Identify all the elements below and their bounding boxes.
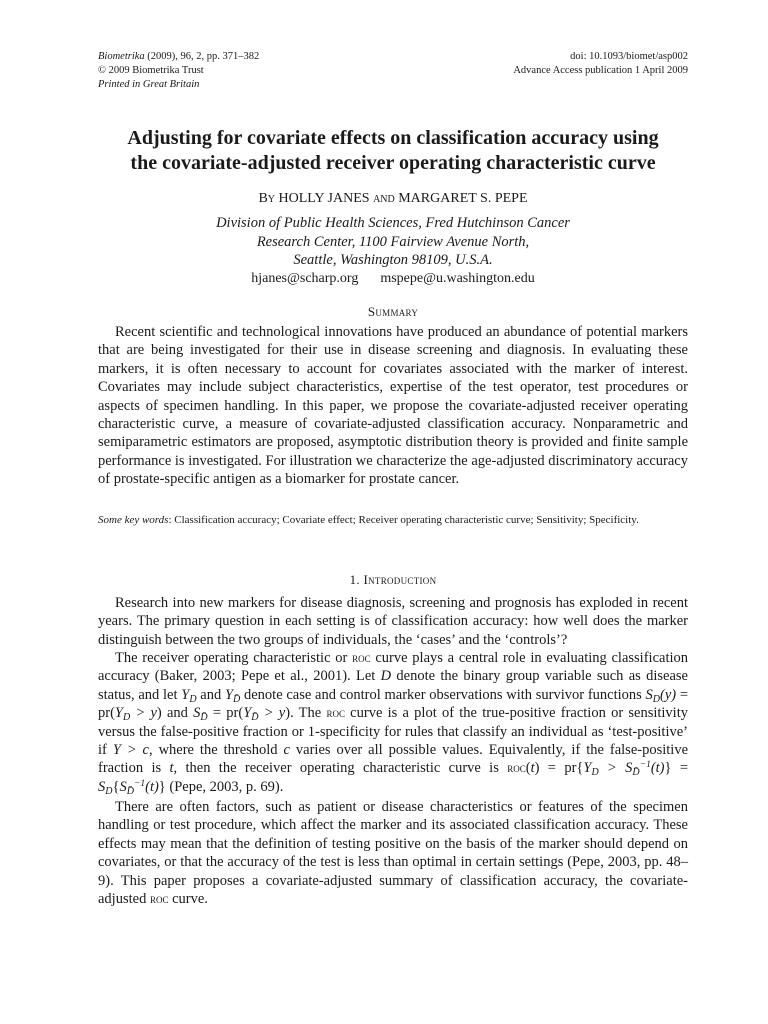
math-D: D bbox=[380, 668, 392, 685]
roc-abbrev-2: roc bbox=[326, 706, 345, 721]
key-words-text: : Classification accuracy; Covariate effect; Receiver operating characteristic curve; Sensitivity; Specificity. bbox=[168, 514, 639, 526]
email-2[interactable]: mspepe@u.washington.edu bbox=[380, 271, 535, 286]
by-word: By bbox=[258, 191, 276, 206]
math-roc-formula: $roc(t) = pr\{Y_D > S_{D̄}^{-1}(t)\} = S_D\{S_{D̄}^{-1}(t)\}$ bbox=[98, 760, 689, 797]
math-threshold-rule: Y > c bbox=[112, 742, 149, 759]
and-word: and bbox=[373, 191, 395, 206]
printed-line: Printed in Great Britain bbox=[98, 79, 200, 90]
intro-p2-text-b: curve plays a central role in evaluating classification accuracy (Baker, 2003; Pepe et al., 2001). Let bbox=[98, 650, 689, 685]
affiliation-line-1: Division of Public Health Sciences, Fred Hutchinson Cancer bbox=[216, 215, 570, 231]
summary-heading: Summary bbox=[367, 304, 419, 319]
key-words-label: Some key words bbox=[98, 514, 169, 526]
journal-name: Biometrika bbox=[98, 51, 145, 62]
doi-info bbox=[513, 50, 688, 78]
math-YDbar: $Y_{D̄}$ bbox=[224, 686, 241, 705]
intro-paragraph-1: Research into new markers for disease diagnosis, screening and prognosis has exploded in recent years. The primary question in each setting is of classification accuracy: how well does the marker distinguish between the two groups of individuals, the ‘cases’ and the ‘controls’? bbox=[98, 595, 688, 648]
intro-p2-text-j: varies over all possible values. Equivalently, if the false-positive fraction is bbox=[98, 742, 688, 777]
affiliation-line-3: Seattle, Washington 98109, U.S.A. bbox=[293, 252, 493, 268]
key-words bbox=[98, 513, 688, 528]
intro-paragraph-3 bbox=[98, 798, 688, 908]
intro-p2-text-c: denote the binary group variable such as disease status, and let bbox=[98, 668, 688, 703]
author-emails bbox=[98, 270, 688, 288]
intro-p2-text-a: The receiver operating characteristic or bbox=[115, 650, 353, 666]
author-line bbox=[98, 190, 688, 208]
math-SDbar: $S_{D̄} = pr(Y_{D̄} > y)$ bbox=[193, 705, 291, 724]
introduction-heading: 1. Introduction bbox=[349, 572, 437, 587]
intro-p2-text-d: and bbox=[196, 686, 225, 703]
copyright-line: © 2009 Biometrika Trust bbox=[98, 65, 204, 76]
affiliation bbox=[98, 214, 688, 270]
intro-p2-text-e: denote case and control marker observations with survivor functions bbox=[240, 686, 646, 703]
author-1: HOLLY JANES bbox=[278, 191, 370, 206]
math-c: c bbox=[283, 742, 290, 759]
intro-p2-text-g: . The bbox=[290, 705, 327, 722]
intro-p3-text-b: curve. bbox=[168, 891, 208, 908]
intro-p2-text-l: (Pepe, 2003, p. 69). bbox=[165, 778, 284, 795]
author-2: MARGARET S. PEPE bbox=[398, 191, 528, 206]
summary-text: Recent scientific and technological innovations have produced an abundance of potential markers that are being investigated for their use in disease screening and diagnosis. In evaluating these markers, it is often necessary to account for covariates associated with the marker of interest. Covariates may include subject characteristics, expertise of the test operator, test procedures or aspects of specimen handling. In this paper, we propose the covariate-adjusted receiver operating characteristic curve, a measure of covariate-adjusted classification accuracy. Nonparametric and semiparametric estimators are proposed, asymptotic distribution theory is provided and finite sample performance is investigated. For illustration we characterize the age-adjusted discriminatory accuracy of prostate-specific antigen as a biomarker for prostate cancer. bbox=[98, 324, 688, 488]
roc-abbrev-3: roc bbox=[149, 892, 169, 907]
math-t: t bbox=[169, 760, 174, 777]
journal-citation: (2009), 96, 2, pp. 371–382 bbox=[147, 51, 260, 62]
intro-p2-text-i: , where the threshold bbox=[149, 742, 284, 759]
journal-info bbox=[98, 50, 259, 92]
affiliation-line-2: Research Center, 1100 Fairview Avenue North, bbox=[256, 233, 530, 250]
intro-p2-text-h: curve is a plot of the true-positive fraction or sensitivity versus the false-positive fraction or 1-specificity for rules that classify an individual as ‘test-positive’ if bbox=[98, 705, 688, 759]
advance-access-line: Advance Access publication 1 April 2009 bbox=[513, 65, 688, 76]
roc-abbrev: roc bbox=[352, 651, 371, 665]
doi-line: doi: 10.1093/biomet/asp002 bbox=[570, 51, 688, 62]
paper-title bbox=[98, 126, 688, 176]
math-SD: $S_D(y) = pr(Y_D > y)$ bbox=[98, 686, 688, 724]
intro-p2-text-f: and bbox=[161, 705, 194, 722]
title-line-1: Adjusting for covariate effects on classification accuracy using bbox=[127, 127, 659, 149]
math-YD: $Y_D$ bbox=[181, 686, 197, 705]
intro-p2-text-k: , then the receiver operating characteristic curve is bbox=[173, 760, 508, 777]
intro-paragraph-2 bbox=[98, 649, 688, 796]
intro-p3-text-a: There are often factors, such as patient or disease characteristics or features of the specimen handling or test procedure, which affect the marker and its associated classification accuracy. These effects may mean that the definition of testing positive on the basis of the marker should depend on covariates, or that the accuracy of the test is less than optimal in certain settings (Pepe, 2003, pp. 48–9). This paper proposes a covariate-adjusted summary of classification accuracy, the covariate-adjusted bbox=[98, 799, 688, 908]
email-1[interactable]: hjanes@scharp.org bbox=[251, 271, 359, 286]
title-line-2: the covariate-adjusted receiver operating characteristic curve bbox=[130, 152, 656, 174]
